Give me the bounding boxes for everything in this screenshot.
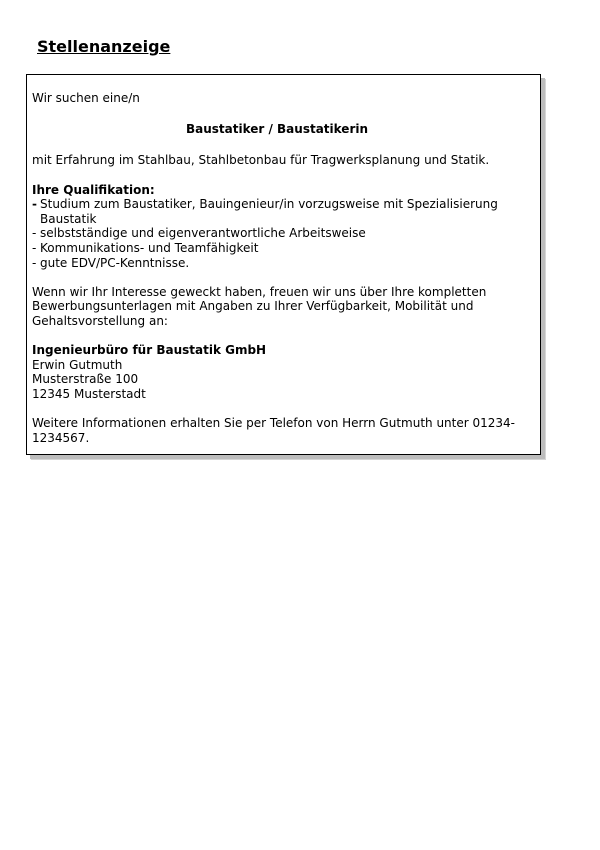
company-city: 12345 Musterstadt <box>32 386 146 401</box>
qualification-text: selbstständige und eigenverantwortliche Arbeitsweise <box>40 226 366 241</box>
spacer <box>32 329 522 344</box>
spacer <box>32 401 522 416</box>
qualification-text: Studium zum Baustatiker, Bauingenieur/in vorzugsweise mit Spezialisierung Baustatik <box>40 197 498 226</box>
qualification-list <box>32 197 522 270</box>
company-street: Musterstraße 100 <box>32 372 139 387</box>
spacer <box>32 270 522 285</box>
qualification-item <box>32 241 522 256</box>
intro-text: Wir suchen eine/n <box>32 91 140 105</box>
page-title: Stellenanzeige <box>37 37 171 56</box>
qualification-text: gute EDV/PC-Kenntnisse. <box>40 255 190 270</box>
job-title: Baustatiker / Baustatikerin <box>185 122 369 137</box>
qualification-item <box>32 256 522 271</box>
list-dash: - <box>32 197 37 212</box>
contact-person: Erwin Gutmuth <box>32 357 123 372</box>
spacer <box>32 168 522 183</box>
job-ad-box <box>26 74 541 455</box>
list-dash: - <box>32 226 37 241</box>
experience-text: mit Erfahrung im Stahlbau, Stahlbetonbau für Tragwerksplanung und Statik. <box>32 153 490 168</box>
spacer <box>32 139 522 154</box>
company-name: Ingenieurbüro für Baustatik GmbH <box>32 343 267 358</box>
application-text: Wenn wir Ihr Interesse geweckt haben, freuen wir uns über Ihre kompletten Bewerbungsunterlagen mit Angaben zu Ihrer Verfügbarkeit, Mobilität und Gehaltsvorstellung an: <box>32 284 487 328</box>
qualification-text: Kommunikations- und Teamfähigkeit <box>40 240 259 255</box>
spacer <box>32 106 522 121</box>
qualification-heading: Ihre Qualifikation: <box>32 182 155 197</box>
list-dash: - <box>32 240 37 255</box>
qualification-item <box>32 226 522 241</box>
qualification-item <box>32 197 522 226</box>
list-dash: - <box>32 255 37 270</box>
contact-info-text: Weitere Informationen erhalten Sie per Telefon von Herrn Gutmuth unter 01234-1234567. <box>32 416 515 445</box>
